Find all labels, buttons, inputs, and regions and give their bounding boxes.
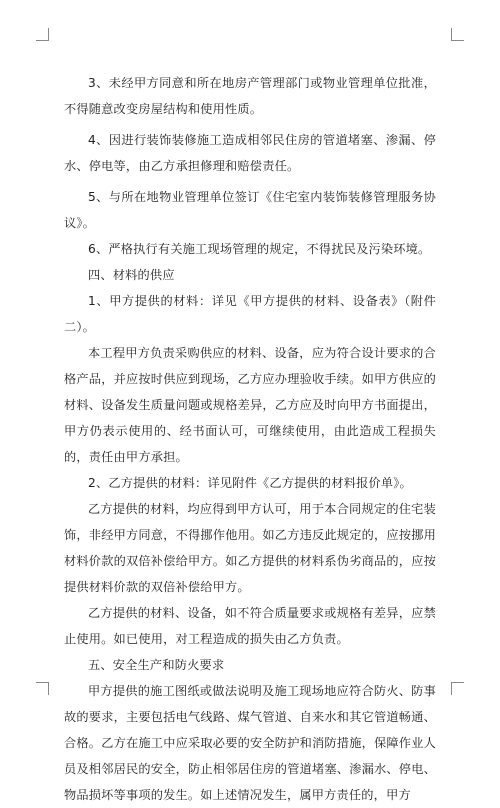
materials-paragraph-1: 本工程甲方负责采购供应的材料、设备，应为符合设计要求的合格产品，并应按时供应到现场，乙方应办理验收手续。如甲方供应的材料、设备发生质量问题或规格差异，乙方应及时向甲方书面提出，甲方仍表示使用的、经书面认可，可继续使用，由此造成工程损失的，责任由甲方承担。 — [64, 346, 436, 464]
section-heading-safety: 五、安全生产和防火要求 — [88, 658, 225, 672]
clause-3: 3、未经甲方同意和所在地房产管理部门或物业管理单位批准，不得随意改变房屋结构和使用性质。 — [64, 76, 436, 116]
clause-5: 5、与所在地物业管理单位签订《住宅室内装饰装修管理服务协议》。 — [64, 190, 436, 230]
safety-paragraph-1: 甲方提供的施工图纸或做法说明及施工现场地应符合防火、防事故的要求，主要包括电气线路、煤气管道、自来水和其它管道畅通、合格。乙方在施工中应采取必要的安全防护和消防措施，保障作业人员及相邻居民的安全，防止相邻居住房的管道堵塞、渗漏水、停电、物品损坏等事项的发生。如上述情况发生，属甲方责任的，甲方 — [64, 684, 436, 802]
clause-4: 4、因进行装饰装修施工造成相邻民住房的管道堵塞、渗漏、停水、停电等，由乙方承担修理和赔偿责任。 — [64, 133, 436, 173]
document-body — [64, 70, 436, 808]
clause-6: 6、严格执行有关施工现场管理的规定，不得扰民及污染环境。 — [88, 242, 431, 256]
crop-mark-top-right — [451, 28, 464, 41]
materials-item-1: 1、甲方提供的材料：详见《甲方提供的材料、设备表》（附件二）。 — [64, 294, 436, 334]
materials-paragraph-3: 乙方提供的材料、设备，如不符合质量要求或规格有差异，应禁止使用。如已使用，对工程造成的损失由乙方负责。 — [64, 606, 436, 646]
crop-mark-bottom-right — [451, 682, 464, 695]
materials-item-2: 2、乙方提供的材料：详见附件《乙方提供的材料报价单》。 — [88, 476, 412, 490]
crop-mark-top-left — [36, 28, 49, 41]
section-heading-materials: 四、材料的供应 — [88, 268, 175, 282]
materials-paragraph-2: 乙方提供的材料，均应得到甲方认可，用于本合同规定的住宅装饰，非经甲方同意，不得挪作他用。如乙方违反此规定的，应按挪用材料价款的双倍补偿给甲方。如乙方提供的材料系伪劣商品的，应按提供材料价款的双倍补偿给甲方。 — [64, 502, 436, 594]
crop-mark-bottom-left — [36, 682, 49, 695]
